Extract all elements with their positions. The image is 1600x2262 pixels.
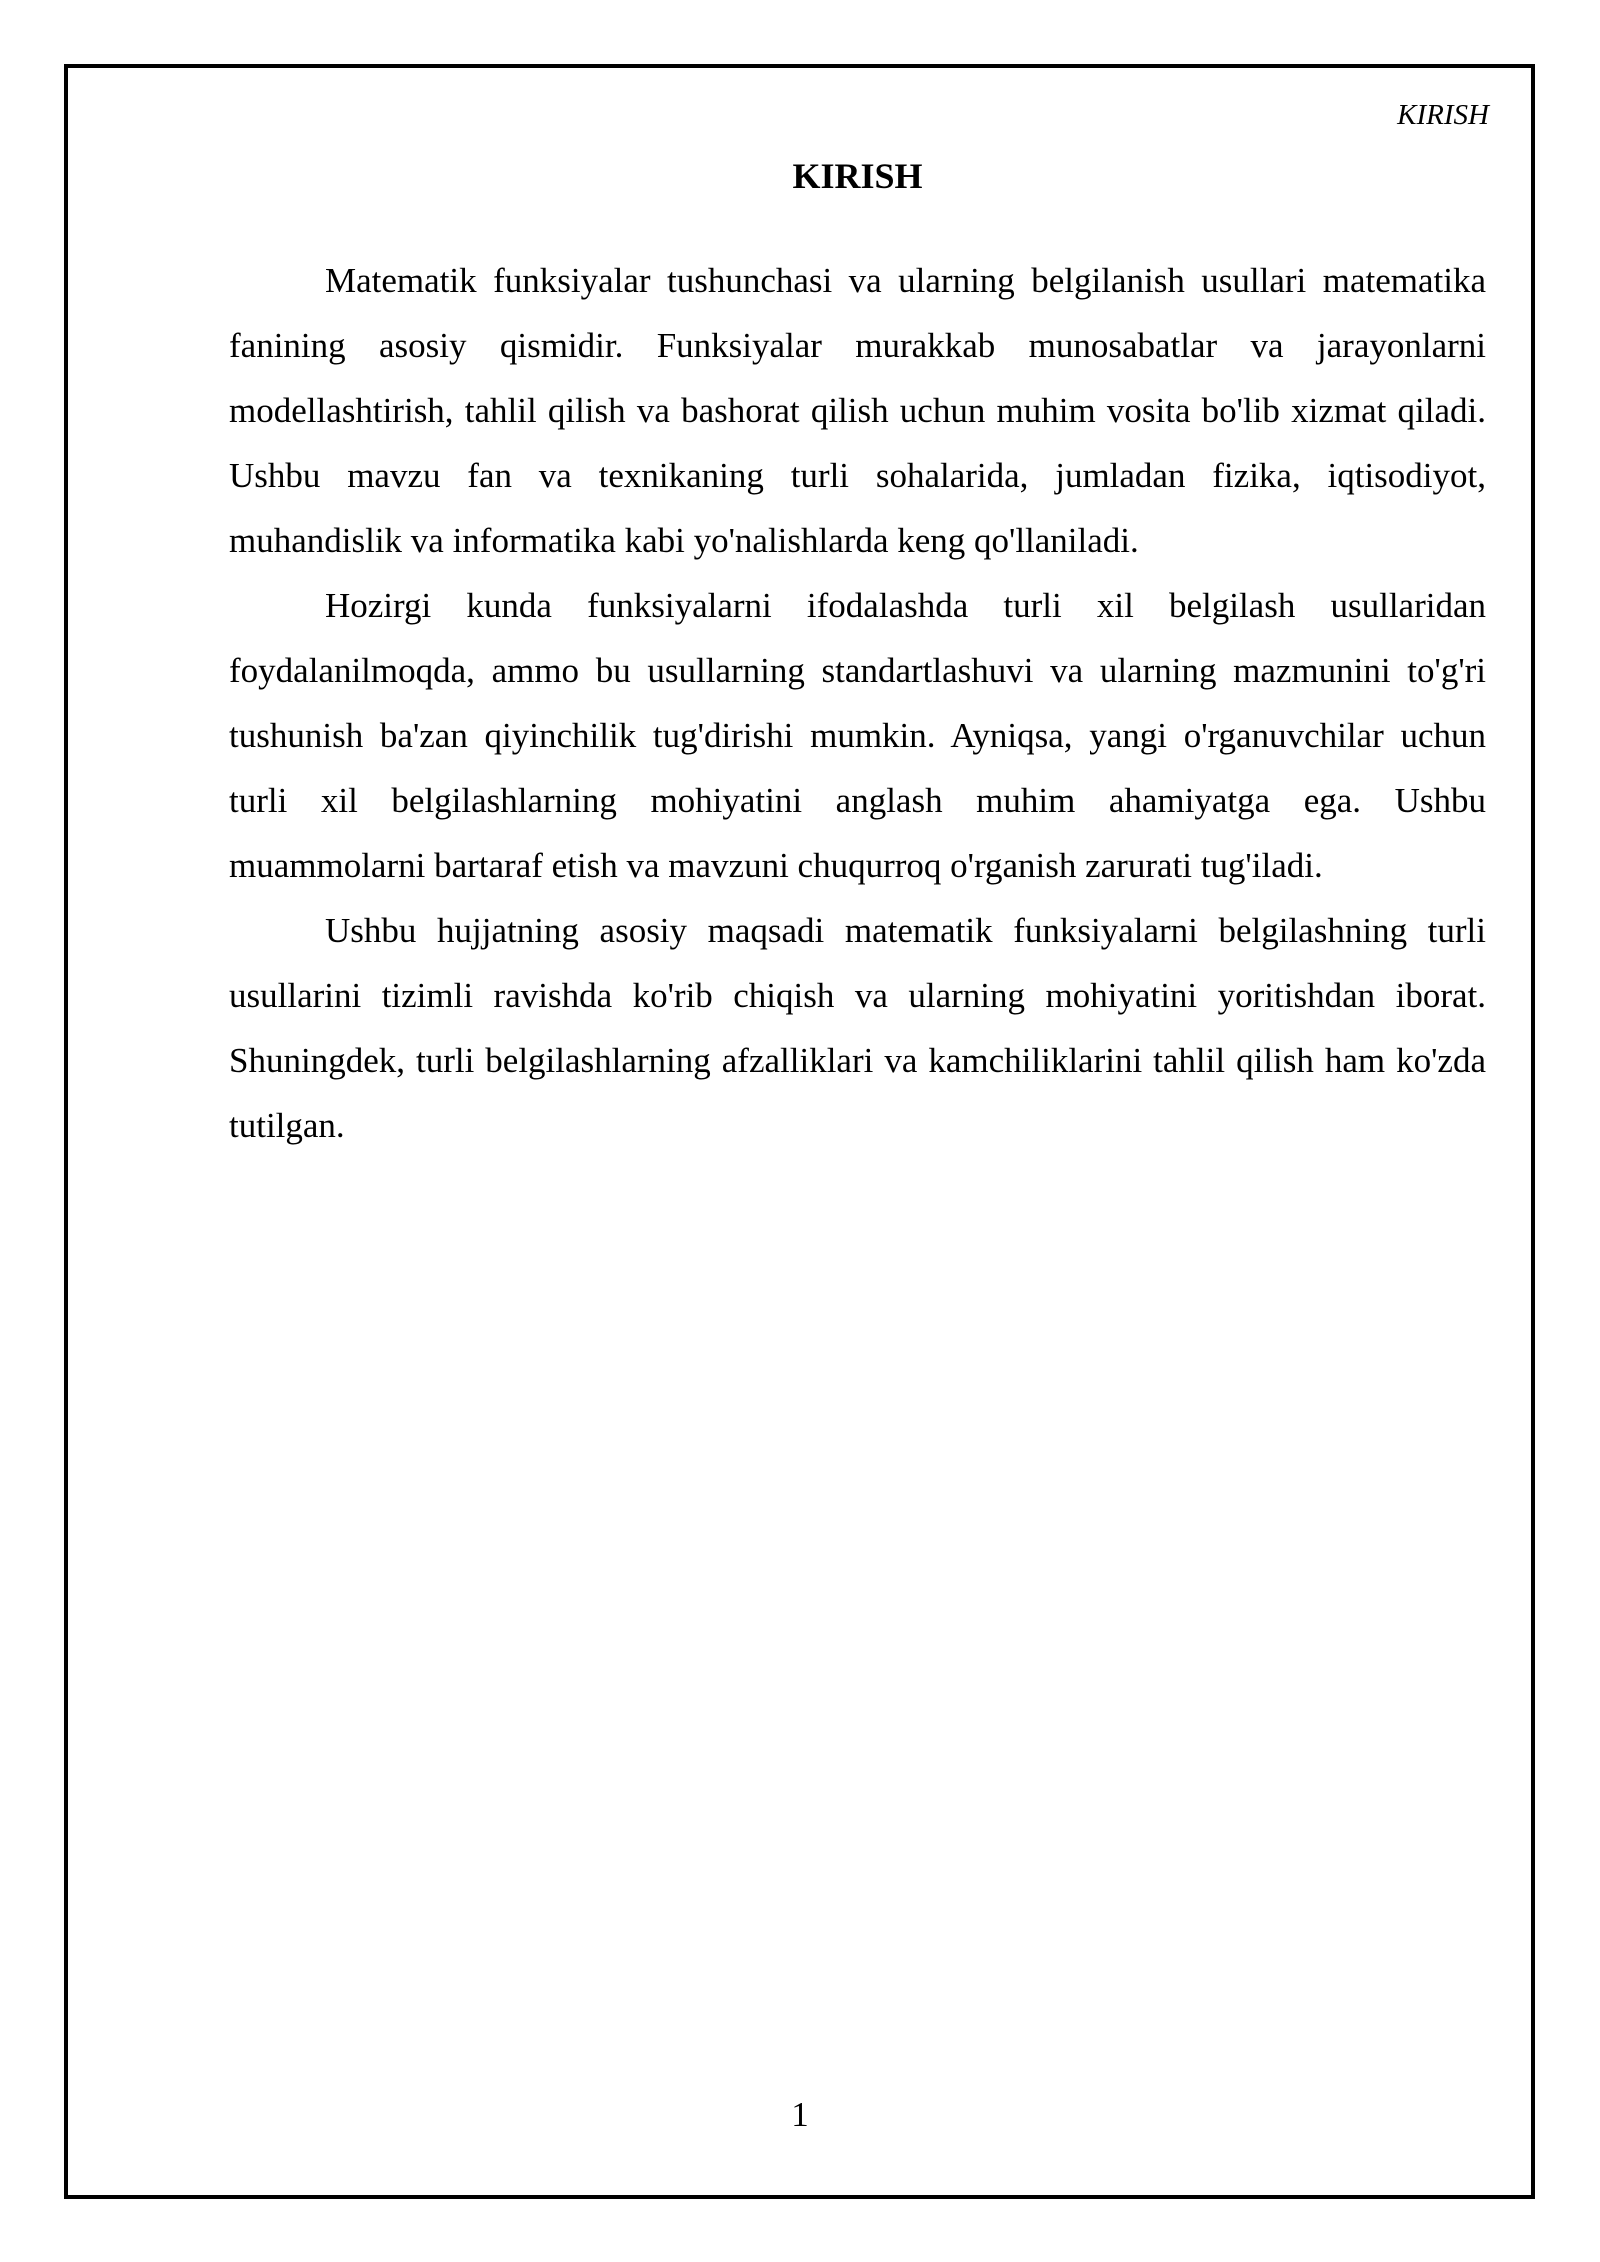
body-text	[229, 248, 1486, 1158]
paragraph: Matematik funksiyalar tushunchasi va ularning belgilanish usullari matematika fanining asosiy qismidir. Funksiyalar murakkab munosabatlar va jarayonlarni modellashtirish, tahlil qilish va bashorat qilish uchun muhim vosita bo'lib xizmat qiladi. Ushbu mavzu fan va texnikaning turli sohalarida, jumladan fizika, iqtisodiyot, muhandislik va informatika kabi yo'nalishlarda keng qo'llaniladi.	[229, 261, 1486, 560]
page-title: KIRISH	[792, 156, 923, 196]
page-number: 1	[791, 2095, 809, 2134]
running-header: KIRISH	[1397, 99, 1489, 131]
paragraph: Ushbu hujjatning asosiy maqsadi matematik funksiyalarni belgilashning turli usullarini tizimli ravishda ko'rib chiqish va ularning mohiyatini yoritishdan iborat. Shuningdek, turli belgilashlarning afzalliklari va kamchiliklarini tahlil qilish ham ko'zda tutilgan.	[229, 911, 1486, 1145]
paragraph: Hozirgi kunda funksiyalarni ifodalashda turli xil belgilash usullaridan foydalanilmoqda, ammo bu usullarning standartlashuvi va ularning mazmunini to'g'ri tushunish ba'zan qiyinchilik tug'dirishi mumkin. Ayniqsa, yangi o'rganuvchilar uchun turli xil belgilashlarning mohiyatini anglash muhim ahamiyatga ega. Ushbu muammolarni bartaraf etish va mavzuni chuqurroq o'rganish zarurati tug'iladi.	[229, 586, 1486, 885]
